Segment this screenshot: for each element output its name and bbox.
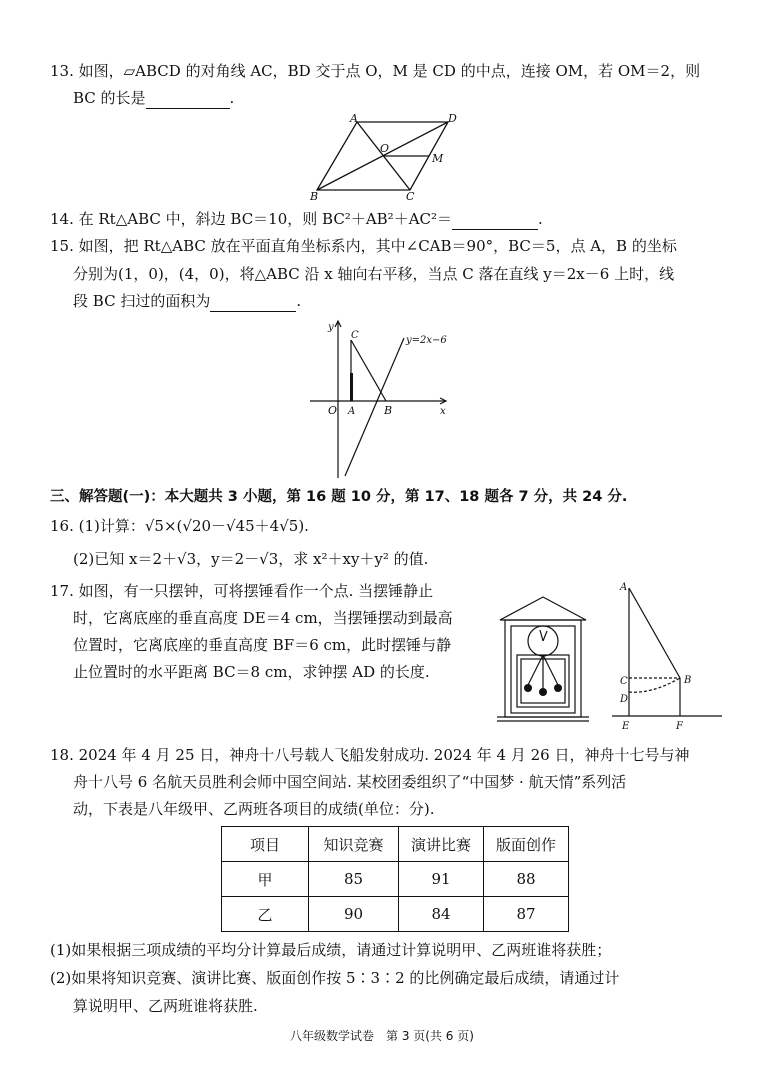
table-cell: 乙 — [222, 897, 309, 932]
table-cell: 90 — [309, 897, 399, 932]
q17-line2: 时，它离底座的垂直高度 DE＝4 cm，当摆锤摆动到最高 — [73, 609, 453, 627]
answer-blank[interactable] — [210, 295, 296, 312]
q15-stem-end: 段 BC 扫过的面积为 — [73, 292, 211, 310]
q18-part2-line2: 算说明甲、乙两班谁将获胜. — [73, 997, 258, 1015]
section-3-heading: 三、解答题(一)：本大题共 3 小题，第 16 题 10 分，第 17、18 题各 7 分，共 24 分. — [50, 489, 628, 505]
label-A: A — [350, 112, 358, 125]
q16-part1: 16. (1)计算：√5×(√20－√45＋4√5). — [50, 517, 309, 535]
label-O: O — [328, 404, 338, 417]
header-cell: 知识竞赛 — [309, 827, 399, 862]
answer-blank[interactable] — [452, 213, 538, 230]
right-angle-bar — [350, 373, 353, 401]
header-cell: 版面创作 — [484, 827, 569, 862]
label-B: B — [310, 190, 319, 203]
q18-line3: 动，下表是八年级甲、乙两班各项目的成绩(单位：分). — [73, 800, 435, 818]
table-row — [222, 862, 569, 897]
q14-line1 — [50, 208, 543, 230]
score-table — [221, 826, 569, 932]
header-cell: 项目 — [222, 827, 309, 862]
q14-period: . — [538, 210, 543, 228]
q15-line1: 15. 如图，把 Rt△ABC 放在平面直角坐标系内，其中∠CAB＝90°，BC＝5，点 A，B 的坐标 — [50, 237, 677, 255]
figure-13-parallelogram — [300, 112, 470, 204]
label-line-equation: y=2x−6 — [406, 335, 447, 346]
label-E: E — [622, 721, 630, 732]
q17-line3: 位置时，它离底座的垂直高度 BF＝6 cm，此时摆锤与静 — [73, 636, 452, 654]
label-A: A — [348, 406, 356, 417]
figure-15-coordinate-plane — [308, 318, 458, 478]
table-row — [222, 897, 569, 932]
q18-part2-line1: (2)如果将知识竞赛、演讲比赛、版面创作按 5∶3∶2 的比例确定最后成绩，请通过计 — [50, 969, 620, 987]
label-y: y — [328, 322, 334, 333]
pendulum-clock-illustration — [497, 595, 589, 723]
label-x: x — [440, 406, 446, 417]
q18-line2: 舟十八号 6 名航天员胜利会师中国空间站. 某校团委组织了“中国梦 · 航天情”系列活 — [73, 773, 627, 791]
q16-part2: (2)已知 x＝2＋√3，y＝2－√3，求 x²＋xy＋y² 的值. — [73, 550, 429, 568]
label-D: D — [620, 694, 629, 705]
table-cell: 91 — [399, 862, 484, 897]
header-cell: 演讲比赛 — [399, 827, 484, 862]
label-B: B — [384, 404, 393, 417]
table-cell: 甲 — [222, 862, 309, 897]
q15-line2: 分别为(1，0)，(4，0)，将△ABC 沿 x 轴向右平移，当点 C 落在直线 y＝2x－6 上时，线 — [73, 265, 675, 283]
figure-17-pendulum-geometry — [612, 580, 722, 730]
label-M: M — [432, 152, 444, 165]
q14-stem: 14. 在 Rt△ABC 中，斜边 BC＝10，则 BC²＋AB²＋AC²＝ — [50, 210, 453, 228]
label-D: D — [448, 112, 457, 125]
answer-blank[interactable] — [146, 92, 230, 109]
table-cell: 88 — [484, 862, 569, 897]
label-B: B — [684, 675, 692, 686]
label-C: C — [406, 190, 415, 203]
label-A: A — [620, 582, 628, 593]
label-F: F — [676, 721, 683, 732]
label-O: O — [380, 142, 390, 155]
q13-stem-end: BC 的长是 — [73, 89, 146, 107]
q17-line4: 止位置时的水平距离 BC＝8 cm，求钟摆 AD 的长度. — [73, 663, 430, 681]
q18-line1: 18. 2024 年 4 月 25 日，神舟十八号载人飞船发射成功. 2024 年 4 月 26 日，神舟十七号与神 — [50, 746, 690, 764]
table-cell: 87 — [484, 897, 569, 932]
q18-part1: (1)如果根据三项成绩的平均分计算最后成绩，请通过计算说明甲、乙两班谁将获胜； — [50, 941, 612, 959]
label-C: C — [351, 330, 359, 341]
q17-line1: 17. 如图，有一只摆钟，可将摆锤看作一个点. 当摆锤静止 — [50, 582, 434, 600]
table-header-row — [222, 827, 569, 862]
q15-line3 — [73, 290, 301, 312]
q13-line1: 13. 如图，▱ABCD 的对角线 AC，BD 交于点 O，M 是 CD 的中点，连接 OM，若 OM＝2，则 — [50, 62, 701, 80]
page-footer: 八年级数学试卷 第 3 页(共 6 页) — [290, 1029, 474, 1043]
table-cell: 85 — [309, 862, 399, 897]
q13-period: . — [229, 89, 235, 107]
label-C: C — [620, 676, 628, 687]
q13-line2 — [73, 87, 234, 109]
q15-period: . — [296, 292, 302, 310]
table-cell: 84 — [399, 897, 484, 932]
